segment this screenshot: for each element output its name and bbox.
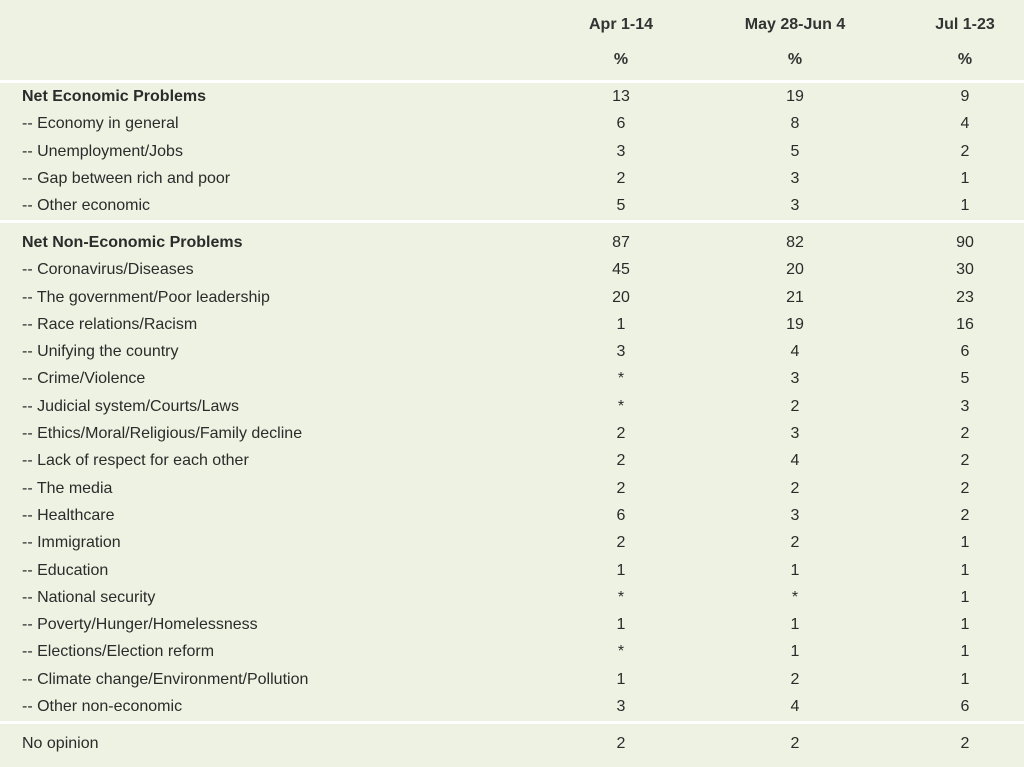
row-value: 1 [960, 588, 970, 606]
row-value: 3 [790, 506, 800, 524]
column-unit-may-jun: % [787, 51, 803, 68]
row-value: 6 [960, 698, 970, 716]
row-value: 20 [612, 288, 630, 306]
table-row [0, 731, 1024, 758]
row-label: -- Judicial system/Courts/Laws [22, 397, 239, 415]
table-row [0, 366, 1024, 393]
table-row [0, 84, 1024, 111]
row-label: -- Lack of respect for each other [22, 452, 249, 470]
row-value: 23 [956, 288, 974, 306]
row-label: -- Healthcare [22, 506, 115, 524]
row-label: -- Gap between rich and poor [22, 169, 231, 187]
table-row [0, 312, 1024, 339]
row-value: 5 [616, 197, 626, 215]
row-value: 1 [616, 561, 626, 579]
row-label: -- Other non-economic [22, 698, 183, 716]
row-value: 13 [612, 88, 630, 105]
column-header-may-jun: May 28-Jun 4 [744, 16, 846, 33]
table-header [0, 0, 1024, 83]
row-value: * [617, 588, 625, 606]
row-value: 3 [616, 698, 626, 716]
row-value: 4 [790, 698, 800, 716]
row-value: 3 [960, 397, 970, 415]
row-label: -- Ethics/Moral/Religious/Family decline [22, 425, 303, 443]
row-value: 6 [616, 506, 626, 524]
row-label: -- The government/Poor leadership [22, 288, 270, 306]
row-value: 2 [960, 425, 970, 443]
row-value: 3 [616, 343, 626, 361]
table-row [0, 230, 1024, 257]
column-header-apr: Apr 1-14 [588, 16, 654, 33]
row-label: -- Unemployment/Jobs [22, 142, 183, 160]
table-row [0, 421, 1024, 448]
row-value: 30 [956, 261, 974, 279]
row-value: 1 [616, 616, 626, 634]
row-value: 2 [960, 142, 970, 160]
row-label: -- Coronavirus/Diseases [22, 261, 194, 279]
row-value: 90 [956, 234, 974, 251]
row-value: 9 [960, 88, 970, 105]
row-value: 2 [616, 452, 626, 470]
row-label: -- National security [22, 588, 156, 606]
row-value: 82 [786, 234, 804, 251]
row-value: 4 [790, 343, 800, 361]
row-label: -- Climate change/Environment/Pollution [22, 670, 309, 688]
row-label: -- Unifying the country [22, 343, 179, 361]
row-value: 1 [960, 670, 970, 688]
row-value: 2 [616, 425, 626, 443]
row-label: Net Non-Economic Problems [22, 234, 243, 251]
row-value: 4 [960, 115, 970, 133]
row-label: -- Immigration [22, 534, 121, 552]
column-header-jul: Jul 1-23 [935, 16, 995, 33]
row-value: 2 [790, 479, 800, 497]
row-label: -- Race relations/Racism [22, 315, 198, 333]
table-row [0, 448, 1024, 475]
row-value: 19 [786, 315, 804, 333]
table-row [0, 139, 1024, 166]
row-value: * [791, 588, 799, 606]
no-opinion-section [0, 731, 1024, 758]
row-value: 4 [790, 452, 800, 470]
row-label: -- Other economic [22, 197, 151, 215]
row-value: * [617, 643, 625, 661]
row-value: 3 [790, 197, 800, 215]
table-row [0, 476, 1024, 503]
row-value: 8 [790, 115, 800, 133]
row-value: 2 [616, 534, 626, 552]
column-unit-jul: % [957, 51, 973, 68]
row-value: * [617, 370, 625, 388]
row-value: * [617, 397, 625, 415]
row-value: 1 [960, 534, 970, 552]
row-value: 1 [960, 197, 970, 215]
table-row [0, 558, 1024, 585]
row-label: -- Poverty/Hunger/Homelessness [22, 616, 258, 634]
row-value: 1 [616, 315, 626, 333]
row-value: 19 [786, 88, 804, 105]
row-value: 1 [960, 643, 970, 661]
row-label: -- Economy in general [22, 115, 179, 133]
row-value: 45 [612, 261, 630, 279]
table-row [0, 530, 1024, 557]
row-value: 2 [616, 479, 626, 497]
row-value: 2 [960, 735, 970, 752]
row-value: 1 [960, 616, 970, 634]
row-value: 21 [786, 288, 804, 306]
row-label: No opinion [22, 735, 99, 752]
row-value: 1 [960, 561, 970, 579]
row-value: 1 [790, 561, 800, 579]
row-value: 87 [612, 234, 630, 251]
table-row [0, 639, 1024, 666]
row-label: -- The media [22, 479, 113, 497]
row-value: 20 [786, 261, 804, 279]
table-row [0, 585, 1024, 612]
table-row [0, 166, 1024, 193]
row-label: -- Elections/Election reform [22, 643, 215, 661]
row-value: 2 [616, 169, 626, 187]
table-row [0, 339, 1024, 366]
row-value: 3 [790, 169, 800, 187]
row-value: 2 [790, 534, 800, 552]
table-row [0, 257, 1024, 284]
economic-problems-section [0, 84, 1024, 223]
row-label: Net Economic Problems [22, 88, 207, 105]
row-value: 2 [790, 735, 800, 752]
row-value: 3 [790, 425, 800, 443]
row-value: 1 [790, 616, 800, 634]
row-label: -- Crime/Violence [22, 370, 146, 388]
row-label: -- Education [22, 561, 109, 579]
row-value: 6 [960, 343, 970, 361]
table-row [0, 503, 1024, 530]
column-unit-apr: % [613, 51, 629, 68]
table-row [0, 694, 1024, 721]
row-value: 3 [790, 370, 800, 388]
row-value: 1 [790, 643, 800, 661]
row-value: 2 [790, 670, 800, 688]
non-economic-problems-section [0, 230, 1024, 724]
row-value: 1 [960, 169, 970, 187]
row-value: 2 [960, 479, 970, 497]
table-row [0, 285, 1024, 312]
row-value: 2 [960, 452, 970, 470]
row-value: 5 [960, 370, 970, 388]
table-row [0, 612, 1024, 639]
row-value: 5 [790, 142, 800, 160]
row-value: 2 [790, 397, 800, 415]
table-row [0, 193, 1024, 220]
row-value: 16 [956, 315, 974, 333]
table-row [0, 394, 1024, 421]
table-row [0, 111, 1024, 138]
row-value: 2 [960, 506, 970, 524]
row-value: 6 [616, 115, 626, 133]
row-value: 2 [616, 735, 626, 752]
table-row [0, 667, 1024, 694]
row-value: 3 [616, 142, 626, 160]
row-value: 1 [616, 670, 626, 688]
